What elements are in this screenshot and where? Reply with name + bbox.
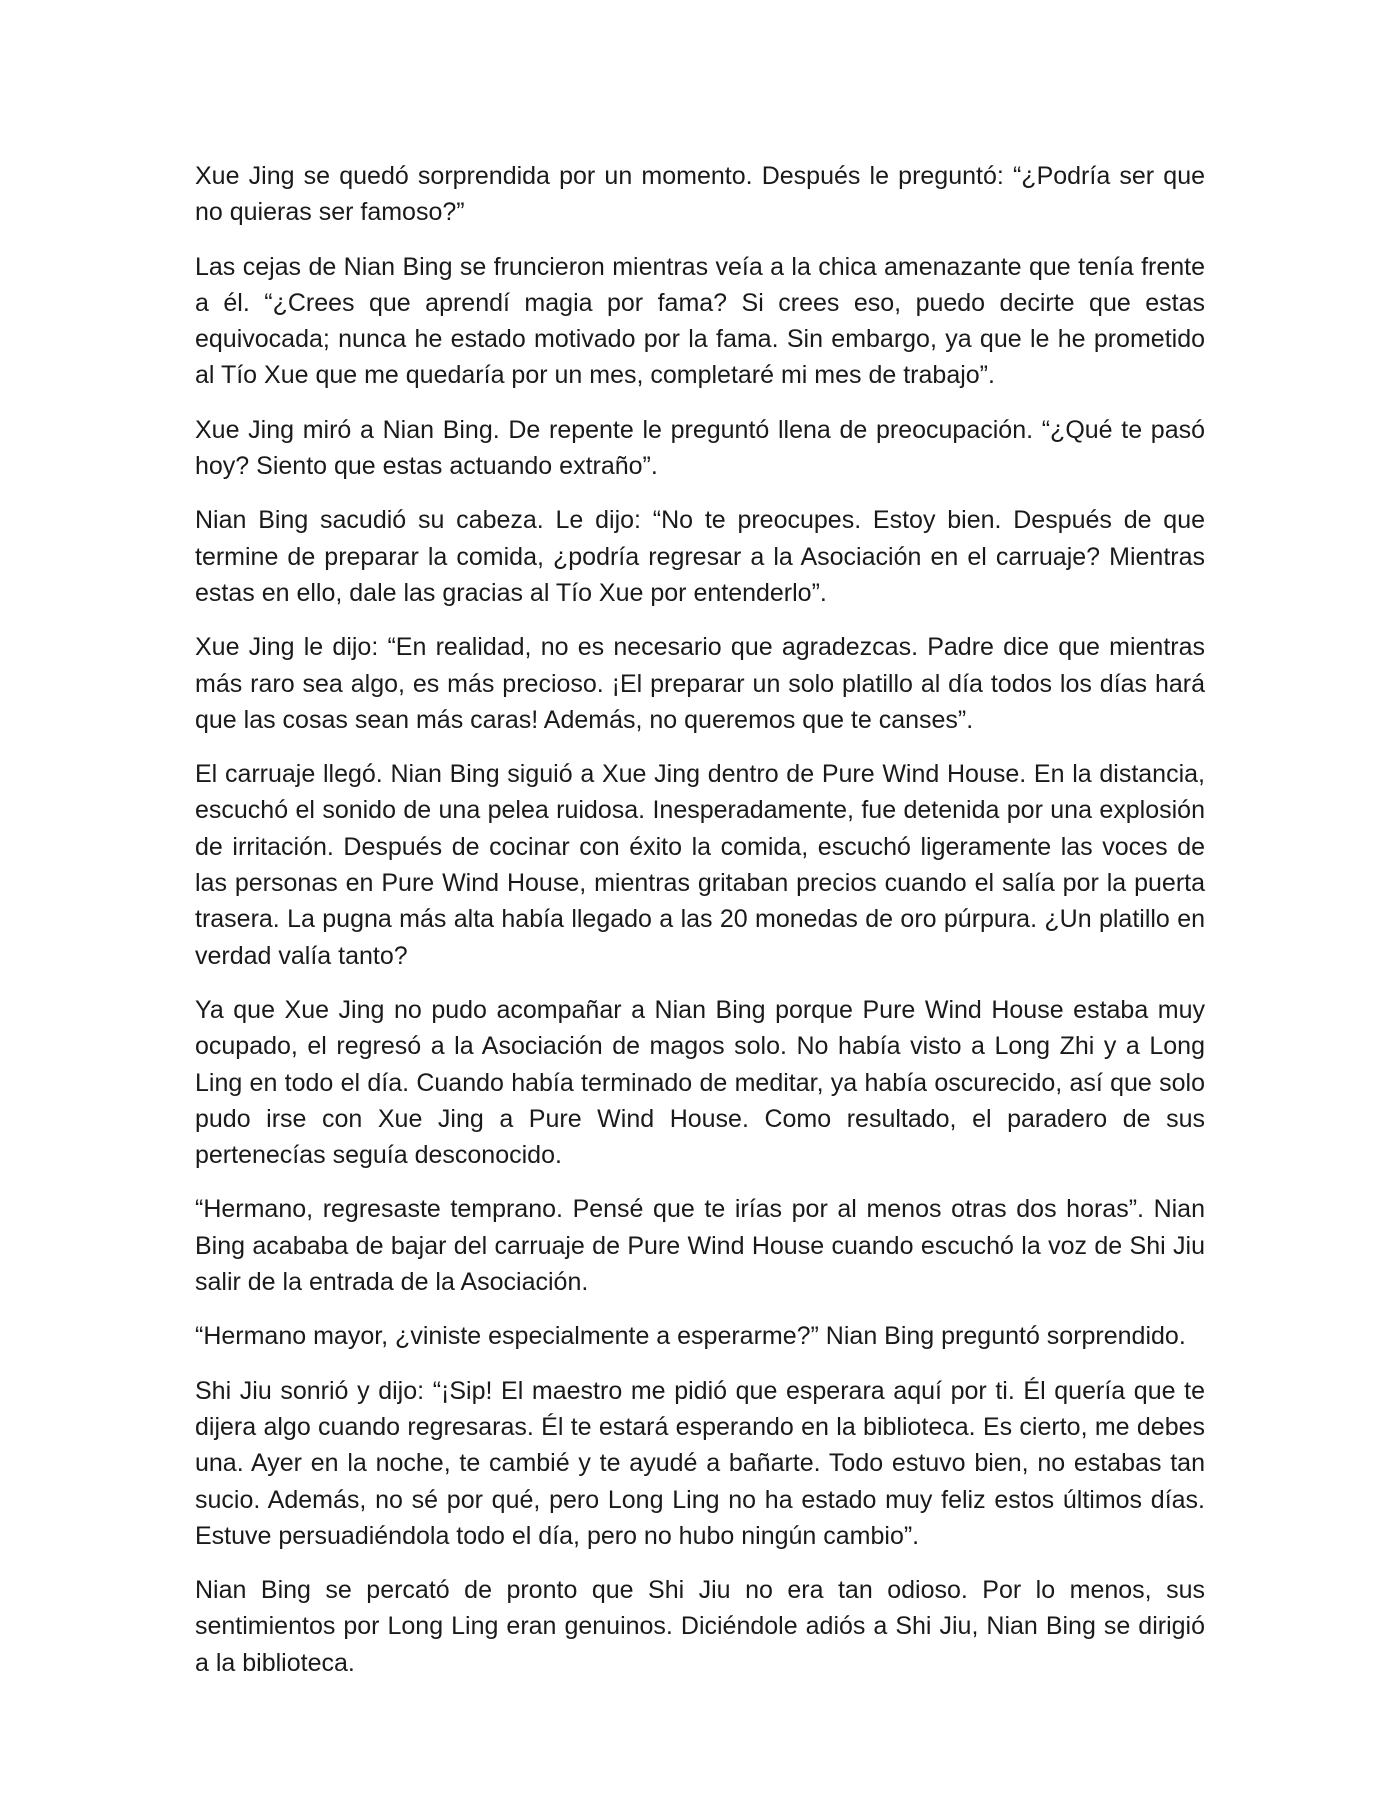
- paragraph-1: Xue Jing se quedó sorprendida por un momento. Después le preguntó: “¿Podría ser que no quieras ser famoso?”: [195, 162, 1205, 227]
- paragraph-5: Xue Jing le dijo: “En realidad, no es necesario que agradezcas. Padre dice que mientras más raro sea algo, es más precioso. ¡El preparar un solo platillo al día todos los días hará que las cosas sean más caras! Además, no queremos que te canses”.: [195, 633, 1205, 734]
- paragraph-11: Nian Bing se percató de pronto que Shi Jiu no era tan odioso. Por lo menos, sus sentimientos por Long Ling eran genuinos. Diciéndole adiós a Shi Jiu, Nian Bing se dirigió a la biblioteca.: [195, 1576, 1205, 1677]
- document-body: [195, 158, 1205, 1699]
- paragraph-2: Las cejas de Nian Bing se fruncieron mientras veía a la chica amenazante que tenía frente a él. “¿Crees que aprendí magia por fama? Si crees eso, puedo decirte que estas equivocada; nunca he estado motivado por la fama. Sin embargo, ya que le he prometido al Tío Xue que me quedaría por un mes, completaré mi mes de trabajo”.: [195, 252, 1205, 390]
- paragraph-7: Ya que Xue Jing no pudo acompañar a Nian Bing porque Pure Wind House estaba muy ocupado, el regresó a la Asociación de magos solo. No había visto a Long Zhi y a Long Ling en todo el día. Cuando había terminado de meditar, ya había oscurecido, así que solo pudo irse con Xue Jing a Pure Wind House. Como resultado, el paradero de sus pertenecías seguía desconocido.: [195, 995, 1205, 1170]
- paragraph-4: Nian Bing sacudió su cabeza. Le dijo: “No te preocupes. Estoy bien. Después de que termine de preparar la comida, ¿podría regresar a la Asociación en el carruaje? Mientras estas en ello, dale las gracias al Tío Xue por entenderlo”.: [195, 506, 1205, 607]
- paragraph-9: “Hermano mayor, ¿viniste especialmente a esperarme?” Nian Bing preguntó sorprendido.: [195, 1322, 1186, 1351]
- paragraph-10: Shi Jiu sonrió y dijo: “¡Sip! El maestro me pidió que esperara aquí por ti. Él quería que te dijera algo cuando regresaras. Él te estará esperando en la biblioteca. Es cierto, me debes una. Ayer en la noche, te cambié y te ayudé a bañarte. Todo estuvo bien, no estabas tan sucio. Además, no sé por qué, pero Long Ling no ha estado muy feliz estos últimos días. Estuve persuadiéndola todo el día, pero no hubo ningún cambio”.: [195, 1376, 1205, 1550]
- paragraph-3: Xue Jing miró a Nian Bing. De repente le preguntó llena de preocupación. “¿Qué te pasó hoy? Siento que estas actuando extraño”.: [195, 415, 1205, 481]
- paragraph-6: El carruaje llegó. Nian Bing siguió a Xue Jing dentro de Pure Wind House. En la distancia, escuchó el sonido de una pelea ruidosa. Inesperadamente, fue detenida por una explosión de irritación. Después de cocinar con éxito la comida, escuchó ligeramente las voces de las personas en Pure Wind House, mientras gritaban precios cuando el salía por la puerta trasera. La pugna más alta había llegado a las 20 monedas de oro púrpura. ¿Un platillo en verdad valía tanto?: [195, 760, 1205, 970]
- paragraph-8: “Hermano, regresaste temprano. Pensé que te irías por al menos otras dos horas”. Nian Bing acababa de bajar del carruaje de Pure Wind House cuando escuchó la voz de Shi Jiu salir de la entrada de la Asociación.: [195, 1195, 1205, 1297]
